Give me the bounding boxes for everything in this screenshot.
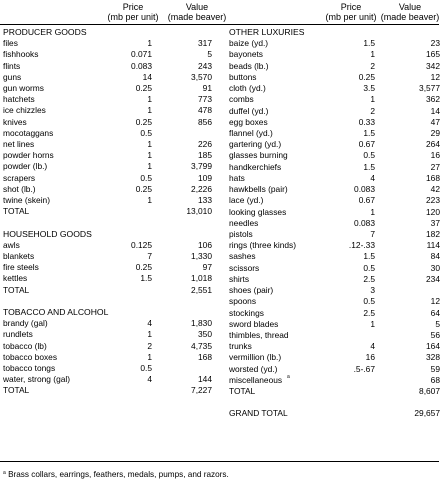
item-label: files xyxy=(3,38,18,49)
item-price: 1.5 xyxy=(363,251,375,262)
item-value: 226 xyxy=(198,139,212,149)
table-row-rundlets xyxy=(3,329,215,340)
item-label: beads (lb.) xyxy=(229,60,269,71)
item-label: stockings xyxy=(229,307,264,318)
section-heading-tobacco-and-alcohol xyxy=(3,307,215,318)
spacer-row-row xyxy=(229,397,439,408)
item-price: 0.125 xyxy=(131,239,152,250)
item-value: 68 xyxy=(430,374,440,385)
item-value: 120 xyxy=(426,206,440,217)
item-value: 264 xyxy=(426,139,440,150)
item-value: 2,551 xyxy=(191,284,212,295)
item-price: 7 xyxy=(147,251,152,261)
item-label: pistols xyxy=(229,228,253,239)
item-price: 1 xyxy=(147,139,152,149)
item-label: blankets xyxy=(3,251,35,261)
item-label: guns xyxy=(3,71,22,82)
table-row-miscellaneous: miscellaneous a 68 xyxy=(229,373,440,385)
right-value-header xyxy=(380,2,440,22)
item-price: 2.5 xyxy=(363,273,375,284)
item-price: 1 xyxy=(147,105,152,116)
item-price: 1 xyxy=(147,38,152,49)
table-row-fishhooks xyxy=(3,49,215,60)
total-row-total xyxy=(3,285,215,296)
item-value: 328 xyxy=(426,352,440,363)
item-price: 0.5 xyxy=(140,363,152,373)
item-label: flints xyxy=(3,60,21,71)
table-row-looking-glasses xyxy=(229,207,439,218)
table-row-stockings xyxy=(229,308,439,319)
price-label: Price xyxy=(340,2,362,12)
item-label: shoes (pair) xyxy=(229,285,274,296)
item-price: 4 xyxy=(147,374,152,385)
item-value: 3,577 xyxy=(419,83,440,94)
item-label: hawkbells (pair) xyxy=(229,184,288,195)
table-row-bayonets xyxy=(229,49,439,60)
table-row-net-lines xyxy=(3,139,215,150)
item-price: 0.071 xyxy=(131,49,152,60)
table-row-shoes-pair xyxy=(229,285,439,296)
item-price: 1 xyxy=(147,150,152,161)
item-value: 30 xyxy=(430,262,440,273)
item-label: gun worms xyxy=(3,83,44,93)
table-row-guns xyxy=(3,72,215,83)
item-label: awls xyxy=(3,239,20,250)
item-label: fire steels xyxy=(3,262,39,273)
item-value: 13,010 xyxy=(186,206,212,217)
item-label: HOUSEHOLD GOODS xyxy=(3,228,92,239)
item-label: TOTAL xyxy=(3,284,30,295)
item-value: 133 xyxy=(198,195,212,205)
item-label: shot (lb.) xyxy=(3,183,36,194)
item-label: tobacco tongs xyxy=(3,363,56,373)
table-row-twine-skein xyxy=(3,195,215,206)
item-label: sword blades xyxy=(229,318,279,329)
table-row-beads-lb xyxy=(229,61,439,72)
item-label: lace (yd.) xyxy=(229,195,264,206)
item-value: 27 xyxy=(430,161,440,172)
item-label: sashes xyxy=(229,251,256,262)
table-row-sword-blades xyxy=(229,319,439,330)
item-price: 1 xyxy=(370,318,375,329)
item-value: 7,227 xyxy=(191,385,212,396)
table-row-sashes xyxy=(229,251,439,262)
item-value: 362 xyxy=(426,94,440,105)
price-unit: (mb per unit) xyxy=(107,12,159,22)
item-label: TOBACCO AND ALCOHOL xyxy=(3,307,109,317)
item-price: 0.25 xyxy=(135,116,152,127)
item-price: 0.5 xyxy=(363,296,375,307)
price-label: Price xyxy=(122,2,144,12)
item-label: TOTAL xyxy=(229,386,256,397)
table-row-fire-steels xyxy=(3,262,215,273)
item-price: 0.25 xyxy=(135,183,152,194)
table-row-spoons xyxy=(229,296,439,307)
item-value: 56 xyxy=(430,329,440,340)
item-label: hats xyxy=(229,172,245,183)
item-label: water, strong (gal) xyxy=(3,374,71,385)
header-rule xyxy=(0,24,439,25)
item-value: 8,607 xyxy=(419,386,440,397)
item-value: 3,570 xyxy=(191,71,212,82)
table-row-needles xyxy=(229,218,439,229)
section-heading-other-luxuries xyxy=(229,27,439,38)
table-row-trunks xyxy=(229,341,439,352)
item-label: fishhooks xyxy=(3,49,39,60)
table-row-glasses-burning xyxy=(229,150,439,161)
item-label: ice chizzles xyxy=(3,105,46,116)
item-price: 0.083 xyxy=(131,60,152,71)
table-row-vermillion-lb xyxy=(229,352,439,363)
item-value: 342 xyxy=(426,60,440,71)
total-row-total xyxy=(229,386,439,397)
table-row-baize-yd xyxy=(229,38,439,49)
table-row-shot-lb xyxy=(3,184,215,195)
table-row-flannel-yd xyxy=(229,128,439,139)
item-value: 168 xyxy=(198,351,212,362)
item-value: 14 xyxy=(430,105,440,116)
item-label: combs xyxy=(229,94,254,105)
table-row-hatchets xyxy=(3,94,215,105)
table-row-scissors xyxy=(229,263,439,274)
item-price: 1 xyxy=(370,49,375,60)
item-label: mocotaggans xyxy=(3,127,54,138)
item-label: twine (skein) xyxy=(3,195,51,205)
spacer-row-row xyxy=(3,296,215,307)
footnote-rule xyxy=(0,461,439,462)
item-value: 164 xyxy=(426,341,440,352)
item-label: GRAND TOTAL xyxy=(229,408,288,419)
footnote-text: Brass collars, earrings, feathers, medals, pumps, and razors. xyxy=(8,470,229,479)
value-label: Value xyxy=(185,2,209,12)
table-row-combs xyxy=(229,94,439,105)
item-price: 2.5 xyxy=(363,307,375,318)
item-price: 0.25 xyxy=(358,71,375,82)
table-row-pistols xyxy=(229,229,439,240)
item-price: 1.5 xyxy=(363,127,375,138)
item-label: tobacco boxes xyxy=(3,351,58,362)
item-label: bayonets xyxy=(229,49,263,60)
item-value: 42 xyxy=(430,184,440,195)
item-label: worsted (yd.) xyxy=(229,363,278,374)
item-value: 1,330 xyxy=(191,251,212,261)
item-label: tobacco (lb) xyxy=(3,340,47,351)
table-row-thimbles-thread xyxy=(229,330,439,341)
item-label: vermillion (lb.) xyxy=(229,352,282,363)
item-label: PRODUCER GOODS xyxy=(3,27,87,37)
table-row-scrapers xyxy=(3,173,215,184)
item-price: 3 xyxy=(370,285,375,296)
item-label: knives xyxy=(3,116,27,127)
item-label: egg boxes xyxy=(229,116,268,127)
item-value: 12 xyxy=(430,71,440,82)
item-price: 1.5 xyxy=(363,161,375,172)
item-price: .12-.33 xyxy=(348,240,375,251)
item-value: 64 xyxy=(430,307,440,318)
table-row-worsted-yd xyxy=(229,364,439,375)
total-row-total xyxy=(3,385,215,396)
item-price: 2 xyxy=(370,105,375,116)
item-value: 109 xyxy=(198,172,212,183)
item-price: 1.5 xyxy=(140,273,152,284)
table-row-tobacco-tongs xyxy=(3,363,215,374)
item-price: 0.67 xyxy=(358,139,375,150)
section-heading-household-goods xyxy=(3,229,215,240)
table-row-tobacco-boxes xyxy=(3,352,215,363)
item-label: hatchets xyxy=(3,94,35,105)
item-value: 234 xyxy=(426,273,440,284)
table-row-files xyxy=(3,38,215,49)
item-value: 1,018 xyxy=(191,273,212,284)
table-row-rings-three-kinds xyxy=(229,240,439,251)
table-row-gun-worms xyxy=(3,83,215,94)
item-label: handkerchiefs xyxy=(229,161,282,172)
item-value: 106 xyxy=(198,239,212,250)
value-unit: (made beaver) xyxy=(380,12,440,22)
item-price: 0.083 xyxy=(354,184,375,195)
right-price-header xyxy=(318,2,384,22)
item-label: baize (yd.) xyxy=(229,38,269,49)
item-price: 1 xyxy=(147,195,152,205)
item-label: TOTAL xyxy=(3,385,30,396)
table-row-duffel-yd xyxy=(229,106,439,117)
item-label: OTHER LUXURIES xyxy=(229,27,305,37)
item-label: duffel (yd.) xyxy=(229,105,269,116)
item-value: 97 xyxy=(202,262,212,273)
item-label: trunks xyxy=(229,341,252,352)
item-value: 5 xyxy=(435,318,440,329)
item-label: needles xyxy=(229,217,259,228)
item-price: 1 xyxy=(147,329,152,340)
item-value: 185 xyxy=(198,150,212,161)
table-row-mocotaggans xyxy=(3,128,215,139)
item-value: 4,735 xyxy=(191,340,212,351)
item-price: 0.5 xyxy=(140,172,152,183)
item-value: 91 xyxy=(202,83,212,93)
table-row-kettles xyxy=(3,273,215,284)
item-value: 478 xyxy=(198,105,212,116)
item-price: 0.083 xyxy=(354,217,375,228)
item-label: buttons xyxy=(229,71,257,82)
item-value: 3,799 xyxy=(191,161,212,172)
table-row-hats xyxy=(229,173,439,184)
item-price: 0.67 xyxy=(358,195,375,206)
item-value: 223 xyxy=(426,195,440,206)
item-price: 1 xyxy=(370,94,375,105)
item-value: 37 xyxy=(430,217,440,228)
item-value: 2,226 xyxy=(191,183,212,194)
item-value: 29,657 xyxy=(414,408,440,419)
value-label: Value xyxy=(398,2,422,12)
table-row-cloth-yd xyxy=(229,83,439,94)
item-label: net lines xyxy=(3,139,35,149)
item-value: 16 xyxy=(430,150,440,161)
table-row-hawkbells-pair xyxy=(229,184,439,195)
table-row-brandy-gal xyxy=(3,318,215,329)
item-label: scrapers xyxy=(3,172,36,183)
item-price: 0.5 xyxy=(363,262,375,273)
table-row-tobacco-lb xyxy=(3,341,215,352)
item-label: rings (three kinds) xyxy=(229,240,297,251)
item-price: .5-.67 xyxy=(353,363,375,374)
item-price: 0.5 xyxy=(140,127,152,138)
item-value: 12 xyxy=(430,296,440,307)
table-row-lace-yd xyxy=(229,195,439,206)
item-price: 1 xyxy=(147,351,152,362)
item-price: 2 xyxy=(147,340,152,351)
grand-total-row-grand-total xyxy=(229,408,439,419)
item-label: spoons xyxy=(229,296,257,307)
item-price: 4 xyxy=(370,172,375,183)
footnote xyxy=(3,470,229,480)
table-row-ice-chizzles xyxy=(3,105,215,116)
table-row-water-strong-gal xyxy=(3,374,215,385)
item-price: 1 xyxy=(147,161,152,172)
item-value: 29 xyxy=(430,127,440,138)
item-label: glasses burning xyxy=(229,150,288,161)
table-row-gartering-yd xyxy=(229,139,439,150)
item-value: 84 xyxy=(430,251,440,262)
item-label: miscellaneous xyxy=(229,374,283,385)
table-row-powder-horns xyxy=(3,150,215,161)
spacer-row-row xyxy=(3,217,215,228)
table-row-blankets xyxy=(3,251,215,262)
table-row-handkerchiefs xyxy=(229,162,439,173)
item-label: kettles xyxy=(3,273,28,284)
item-value: 1,830 xyxy=(191,318,212,329)
table-row-powder-lb xyxy=(3,161,215,172)
item-label: brandy (gal) xyxy=(3,318,48,329)
table-row-flints xyxy=(3,61,215,72)
item-value: 5 xyxy=(207,49,212,60)
item-value: 856 xyxy=(198,116,212,127)
item-label: scissors xyxy=(229,262,260,273)
table-row-buttons xyxy=(229,72,439,83)
item-price: 1.5 xyxy=(363,38,375,49)
item-value: 182 xyxy=(426,228,440,239)
item-value: 144 xyxy=(198,374,212,385)
total-row-total xyxy=(3,206,215,217)
item-label: gartering (yd.) xyxy=(229,139,282,150)
item-price: 0.25 xyxy=(135,83,152,93)
item-price: 2 xyxy=(370,60,375,71)
item-label: cloth (yd.) xyxy=(229,83,266,94)
table-row-egg-boxes xyxy=(229,117,439,128)
price-unit: (mb per unit) xyxy=(325,12,377,22)
item-price: 0.33 xyxy=(358,116,375,127)
item-value: 59 xyxy=(430,363,440,374)
item-label: powder (lb.) xyxy=(3,161,48,172)
item-price: 16 xyxy=(365,352,375,363)
item-label: shirts xyxy=(229,273,250,284)
left-value-header xyxy=(166,2,228,22)
item-price: 1 xyxy=(370,206,375,217)
item-value: 23 xyxy=(430,38,440,49)
item-value: 350 xyxy=(198,329,212,340)
item-label: thimbles, thread xyxy=(229,329,289,340)
item-label: rundlets xyxy=(3,329,33,340)
item-price: 4 xyxy=(147,318,152,329)
item-price: 7 xyxy=(370,228,375,239)
item-value: 317 xyxy=(198,38,212,49)
item-label: powder horns xyxy=(3,150,54,161)
item-price: 4 xyxy=(370,341,375,352)
item-value: 243 xyxy=(198,60,212,71)
section-heading-producer-goods xyxy=(3,27,215,38)
table-row-awls xyxy=(3,240,215,251)
item-price: 3.5 xyxy=(363,83,375,94)
value-unit: (made beaver) xyxy=(167,12,227,22)
item-value: 47 xyxy=(430,116,440,127)
item-price: 14 xyxy=(142,71,152,82)
item-price: 0.25 xyxy=(135,262,152,273)
left-price-header xyxy=(100,2,166,22)
item-label: TOTAL xyxy=(3,206,30,217)
item-value: 773 xyxy=(198,94,212,105)
item-label: looking glasses xyxy=(229,206,287,217)
table-row-knives xyxy=(3,117,215,128)
footnote-marker: a xyxy=(3,470,6,476)
item-price: 1 xyxy=(147,94,152,105)
item-value: 168 xyxy=(426,172,440,183)
table-row-shirts xyxy=(229,274,439,285)
item-price: 0.5 xyxy=(363,150,375,161)
item-value: 165 xyxy=(426,49,440,60)
item-value: 114 xyxy=(426,240,440,251)
item-label: flannel (yd.) xyxy=(229,127,273,138)
